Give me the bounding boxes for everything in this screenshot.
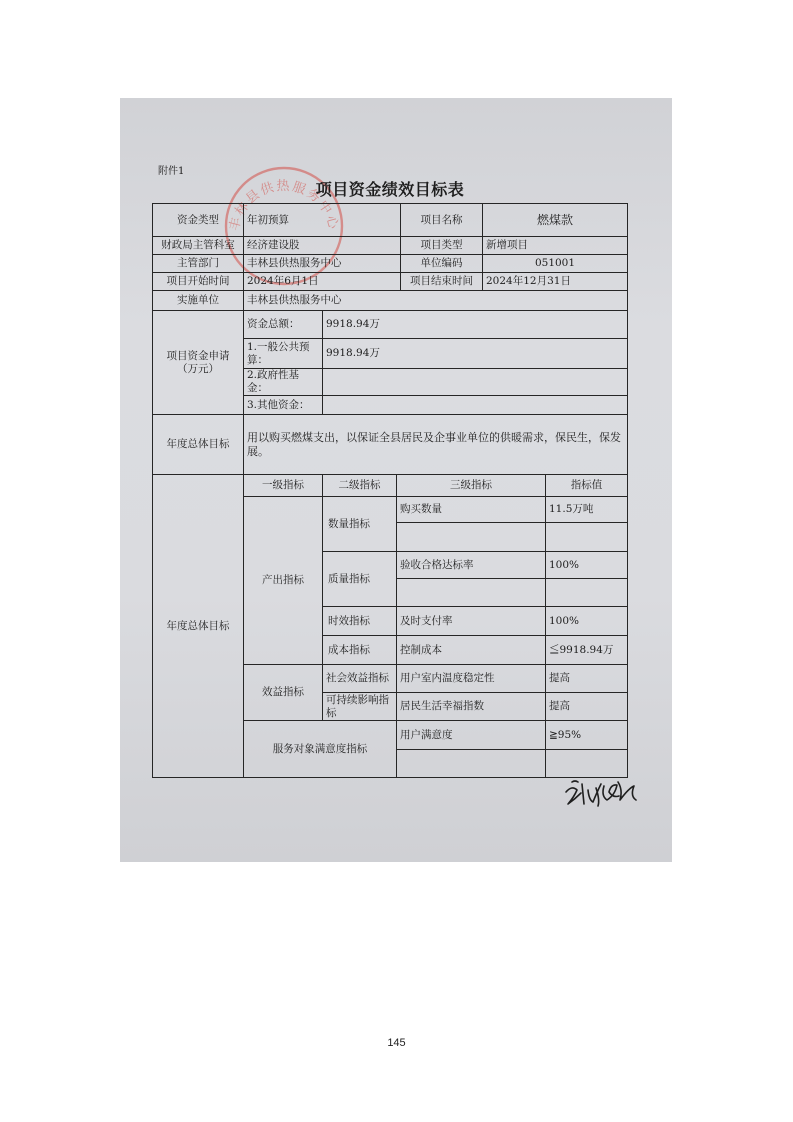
unit-code-value: 051001: [483, 255, 628, 273]
timeliness-item-name: 及时支付率: [397, 607, 546, 636]
empty-cell: [546, 579, 628, 607]
quality-item-value: 100%: [546, 552, 628, 579]
cost-item-name: 控制成本: [397, 636, 546, 665]
header-level2: 二级指标: [323, 475, 397, 497]
funding-table: [152, 310, 628, 475]
table-row: [153, 255, 628, 273]
dept-label: 财政局主管科室: [153, 237, 244, 255]
sustainable-impact-item-name: 居民生活幸福指数: [397, 693, 546, 721]
table-row: [153, 204, 628, 237]
table-row: [153, 475, 628, 497]
social-benefit-item-value: 提高: [546, 665, 628, 693]
unit-code-label: 单位编码: [401, 255, 483, 273]
table-row: [153, 291, 628, 311]
table-row: [153, 311, 628, 339]
supervisor-label: 主管部门: [153, 255, 244, 273]
funding-label-line2: （万元）: [177, 362, 219, 375]
funding-general-budget-label: 1.一般公共预算：: [244, 339, 323, 369]
page-title: 项目资金绩效目标表: [315, 180, 465, 199]
funding-other-label: 3.其他资金：: [244, 396, 323, 415]
table-row: [153, 415, 628, 475]
fund-type-label: 资金类型: [153, 204, 244, 237]
stamp-text: 丰林县供热服务中心: [226, 179, 342, 233]
funding-total-label: 资金总额：: [244, 311, 323, 339]
project-name-value: 燃煤款: [483, 204, 628, 237]
output-indicator-label: 产出指标: [244, 497, 323, 665]
social-benefit-label: 社会效益指标: [323, 665, 397, 693]
indicators-label: 年度总体目标: [153, 475, 244, 778]
timeliness-item-value: 100%: [546, 607, 628, 636]
header-level1: 一级指标: [244, 475, 323, 497]
satisfaction-item-value: ≧95%: [546, 721, 628, 750]
satisfaction-indicator-label: 服务对象满意度指标: [244, 721, 397, 778]
handwritten-signature-icon: [560, 772, 640, 814]
project-type-label: 项目类型: [401, 237, 483, 255]
quantity-item-value: 11.5万吨: [546, 497, 628, 523]
funding-total-value: 9918.94万: [323, 311, 628, 339]
funding-other-value: [323, 396, 628, 415]
start-date-value: 2024年6月1日: [244, 273, 401, 291]
quantity-indicator-label: 数量指标: [323, 497, 397, 552]
header-level3: 三级指标: [397, 475, 546, 497]
end-date-label: 项目结束时间: [401, 273, 483, 291]
sustainable-impact-item-value: 提高: [546, 693, 628, 721]
funding-general-budget-value: 9918.94万: [323, 339, 628, 369]
end-date-value: 2024年12月31日: [483, 273, 628, 291]
project-type-value: 新增项目: [483, 237, 628, 255]
funding-gov-fund-label: 2.政府性基金：: [244, 369, 323, 396]
supervisor-value: 丰林县供热服务中心: [244, 255, 401, 273]
attachment-label: 附件1: [158, 166, 185, 177]
fund-type-value: 年初预算: [244, 204, 401, 237]
quality-item-name: 验收合格达标率: [397, 552, 546, 579]
impl-unit-value: 丰林县供热服务中心: [244, 291, 628, 311]
sustainable-impact-label: 可持续影响指标: [323, 693, 397, 721]
funding-label-line1: 项目资金申请: [166, 349, 230, 362]
funding-label: [153, 311, 244, 415]
table-row: [153, 273, 628, 291]
social-benefit-item-name: 用户室内温度稳定性: [397, 665, 546, 693]
funding-gov-fund-value: [323, 369, 628, 396]
project-name-label: 项目名称: [401, 204, 483, 237]
cost-indicator-label: 成本指标: [323, 636, 397, 665]
cost-item-value: ≦9918.94万: [546, 636, 628, 665]
quantity-item-name: 购买数量: [397, 497, 546, 523]
page-number: 145: [387, 1037, 406, 1049]
annual-goal-text: 用以购买燃煤支出，以保证全县居民及企事业单位的供暖需求，保民生，保发展。: [244, 415, 628, 475]
timeliness-indicator-label: 时效指标: [323, 607, 397, 636]
empty-cell: [397, 750, 546, 778]
empty-cell: [546, 523, 628, 552]
empty-cell: [397, 579, 546, 607]
table-row: [153, 237, 628, 255]
benefit-indicator-label: 效益指标: [244, 665, 323, 721]
dept-value: 经济建设股: [244, 237, 401, 255]
performance-target-form: [152, 203, 627, 778]
basic-info-table: [152, 203, 628, 311]
empty-cell: [397, 523, 546, 552]
quality-indicator-label: 质量指标: [323, 552, 397, 607]
satisfaction-item-name: 用户满意度: [397, 721, 546, 750]
annual-goal-label: 年度总体目标: [153, 415, 244, 475]
impl-unit-label: 实施单位: [153, 291, 244, 311]
start-date-label: 项目开始时间: [153, 273, 244, 291]
indicators-table: [152, 474, 628, 778]
header-value: 指标值: [546, 475, 628, 497]
